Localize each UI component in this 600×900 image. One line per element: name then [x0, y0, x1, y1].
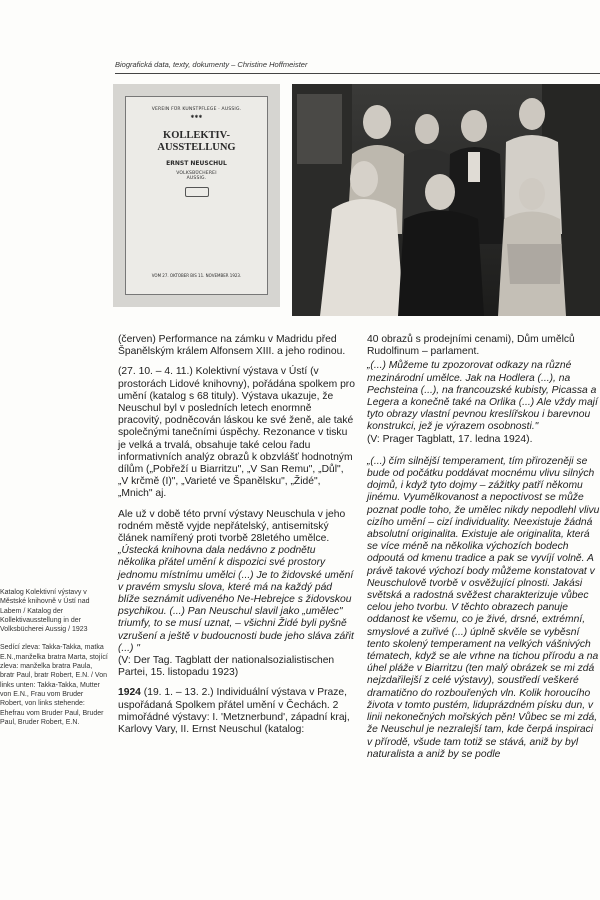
paragraph-antisemitic-article: Ale už v době této první výstavy Neuschula v jeho rodném městě vyjde nepřátelský, antisemitský článek namířený proti tvorbě 28letého umělce.	[118, 508, 346, 545]
paragraph-exhibition-usti: (27. 10. – 4. 11.) Kolektivní výstava v Ústí (v prostorách Lidové knihovny), pořádána spolkem pro umění (katalog s 68 tituly). Výstava ukazuje, že Neuschul byl v posledních letech enormně pracovitý, podněcován láskou ke své ženě, ale také společnými tanečními úspěchy. Rezonance v tisku je velká a trvalá, obsahuje také celou řadu informativních analýz obrazů k obzvlášť hodnotným dílům („Pobřeží u Biarritzu", „V San Remu", „Důl", „V krčmě (I)", „Varieté ve Španělsku", „Židé", „Mnich" aj.	[118, 366, 355, 500]
left-text-column	[118, 334, 356, 744]
running-header: Biografická data, texty, dokumenty – Christine Hoffmeister	[115, 60, 308, 69]
paragraph-performance: (červen) Performance na zámku v Madridu před Španělským králem Alfonsem XIII. a jeho rodinou.	[118, 334, 346, 358]
quote-prager-tagblatt: „(...) Můžeme tu zpozorovat odkazy na různé mezinárodní umělce. Jak na Hodlera (...), na Pechsteina (...), na francouzské kubisty, Picassa a Legera a konečně také na Orlika (...) Ale vždy mají tyto obrazy vlastní pevnou kreslířskou i barevnou konstrukci, jež je výrazem osobnosti."	[367, 360, 598, 433]
source-prager-tagblatt: (V: Prager Tagblatt, 17. ledna 1924).	[367, 433, 533, 445]
catalog-dates: VOM 27. OKTOBER BIS 11. NOVEMBER 1923.	[151, 273, 242, 278]
paragraph-rudolfinum: 40 obrazů s prodejními cenami), Dům umělců Rudolfinum – parlament.	[367, 334, 575, 358]
catalog-cover-image	[113, 84, 280, 307]
quote-der-tag: „Ústecká knihovna dala nedávno z podnětu několika přátel umění k dispozici své prostory jednomu místnímu umělci (...) Je to židovské umění v pravém smyslu slova, které má na každý pád blíže seznámit udiveného Ne-Hebrejce s židovskou psychikou. (...) Pan Neuschul slavil jako „umělec" triumfy, to se musí uznat, – všichni Židé byli pyšně vzrušení a ještě v budoucnosti bude jeho sláva zářit (...) "	[118, 545, 354, 654]
catalog-venue-line2: AUSSIG.	[186, 176, 207, 182]
paragraph-1924-text: (19. 1. – 13. 2.) Individuální výstava v Praze, uspořádaná Spolkem přátel umění v Čechách. 2 mimořádné výstavy: I. 'Metznerbund', západní kraj, Karlovy Vary, II. Ernst Neuschul (katalog:	[118, 687, 350, 736]
paragraph-1924	[118, 687, 356, 736]
catalog-artist: ERNST NEUSCHUL	[166, 160, 227, 168]
catalog-ornament: ✱✱✱	[190, 115, 203, 120]
year-1924: 1924	[118, 687, 141, 699]
right-text-column	[367, 334, 600, 769]
catalog-title-line1: KOLLEKTIV-	[163, 130, 230, 141]
catalog-emblem	[185, 187, 209, 197]
header-rule	[115, 73, 600, 74]
catalog-venue-line1: VOLKSBÜCHEREI	[176, 171, 217, 177]
caption-column	[0, 588, 108, 736]
caption-catalog: Katalog Kolektivní výstavy v Městské knihovně v Ústí nad Labem / Katalog der Kollektivausstellung in der Volksbücherei Aussig / 1923	[0, 589, 90, 634]
catalog-cover	[125, 96, 268, 295]
family-photo-graphic	[292, 84, 600, 316]
source-der-tag: (V: Der Tag. Tagblatt der nationalsozialistischen Partei, 15. listopadu 1923)	[118, 655, 335, 679]
family-group-photo	[292, 84, 600, 316]
caption-photo: Sedící zleva: Takka-Takka, matka E.N.,manželka bratra Marta, stojící zleva: manželka bratra Paula, bratr Paul, bratr Robert, E.N. / Von links unten: Takka-Takka, Mutter von E.N., Frau vom Bruder Robert, von links stehende: Ehefrau vom Bruder Paul, Bruder Paul, Bruder Robert, E.N.	[0, 644, 108, 726]
catalog-society: VEREIN FÜR KUNSTPFLEGE · AUSSIG.	[151, 107, 242, 112]
quote-temperament: „(...) čím silnější temperament, tím přirozeněji se bude od počátku poddávat mocnému vlivu silných dojmů, i když tyto dojmy – zážitky patří někomu jinému. Vyumělkovanost a nepoctivost se může poznat podle toho, že umělec nikdy nepodlehl vlivu cizího umění – cizí individuality. Neexistuje žádná absolutní originalita. Existuje ale originalita, která se více méně na několika výchozích bodech odpoutá od kmenu tradice a pak se vyvíjí volně. A právě takové výchozí body můžeme konstatovat v Neuschulově tvorbě v osvěžující plnosti. Jakási světská a radostná svěžest charakterizuje vůbec celou jeho tvorbu. V těchto obrazech panuje oddanost ke všemu, co je živé, drsné, extrémní, smyslové a zuřivé (...) úplně skvěle se vyběsní tento skolený temperament na velkých vášnivých tématech, když se ale vrhne na tichou přírodu a na úhel pláže v Biarritzu (ten malý obrázek se mi zdá nejzdařilejší z celé výstavy), soustředí veškeré dramatično do rozbouřených vln. Kolik horoucího života v tomto pustém, liduprázdném písku dun, v linii nekonečných mořských pěn! Vůbec se mi zdá, že Neuschul je nezralejší tam, kde čerpá inspiraci v přírodě, všude tam totiž se stává, aniž by byl naturalista a aniž by se podle	[367, 455, 600, 760]
catalog-title-line2: AUSSTELLUNG	[157, 142, 236, 154]
